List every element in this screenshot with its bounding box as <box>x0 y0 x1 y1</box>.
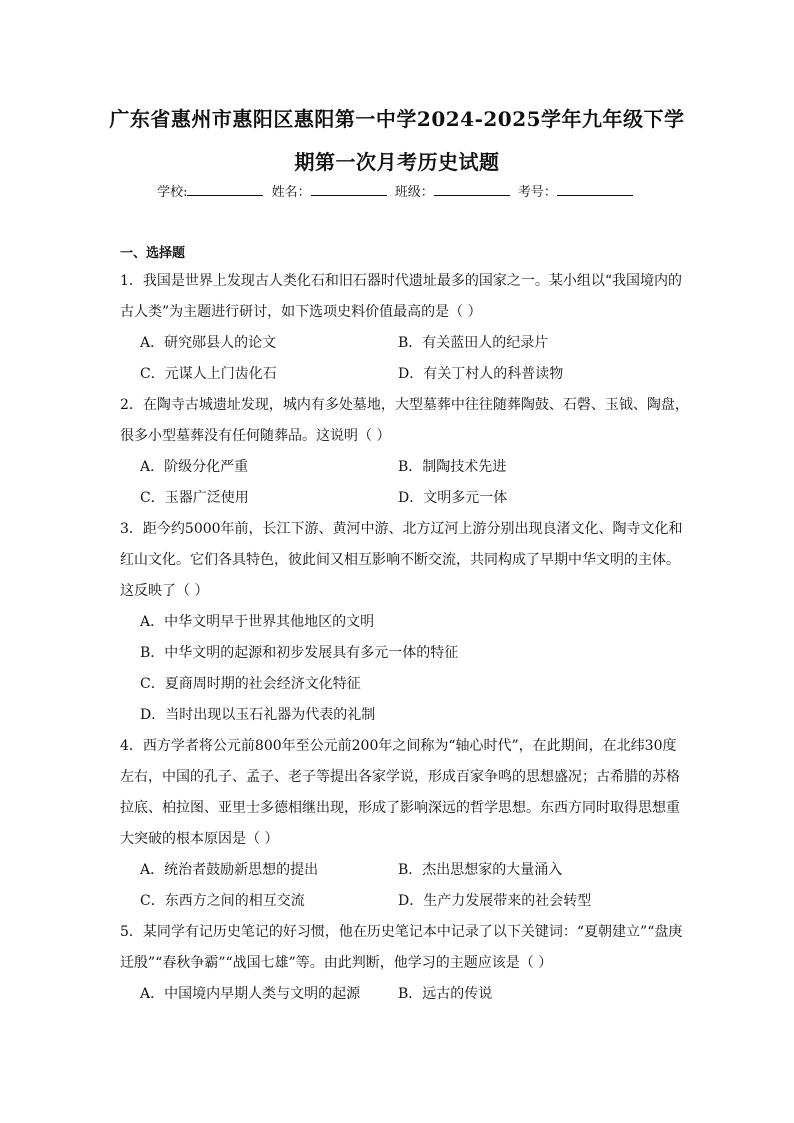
option-d[interactable]: D．文明多元一体 <box>398 490 508 506</box>
option-a[interactable]: A．统治者鼓励新思想的提出 <box>140 862 319 878</box>
option-a[interactable]: A．中华文明早于世界其他地区的文明 <box>140 614 375 630</box>
option-d[interactable]: D．有关丁村人的科普读物 <box>398 366 564 382</box>
option-d[interactable]: D．当时出现以玉石礼器为代表的礼制 <box>140 707 376 723</box>
question-text-line: 拉底、柏拉图、亚里士多德相继出现，形成了影响深远的哲学思想。东西方同时取得思想重 <box>120 800 680 816</box>
question-text-line: 左右，中国的孔子、孟子、老子等提出各家学说，形成百家争鸣的思想盛况；古希腊的苏格 <box>120 769 680 785</box>
question-text-line: 大突破的根本原因是（ ） <box>120 831 279 847</box>
class-blank[interactable] <box>434 183 510 196</box>
question-text-line: 红山文化。它们各具特色，彼此间又相互影响不断交流，共同构成了早期中华文明的主体。 <box>120 552 680 568</box>
option-c[interactable]: C．夏商周时期的社会经济文化特征 <box>140 676 361 692</box>
question-text-line: 这反映了（ ） <box>120 583 209 599</box>
option-d[interactable]: D．生产力发展带来的社会转型 <box>398 893 592 909</box>
question-text-line: 很多小型墓葬没有任何随葬品。这说明（ ） <box>120 428 391 444</box>
option-b[interactable]: B．杰出思想家的大量涌入 <box>398 862 563 878</box>
exam-number-field-label: 考号： <box>517 185 557 200</box>
question-text-line: 5．某同学有记历史笔记的好习惯，他在历史笔记本中记录了以下关键词：“夏朝建立”“盘庚 <box>120 924 683 940</box>
student-info-row <box>0 181 794 200</box>
option-c[interactable]: C．玉器广泛使用 <box>140 490 249 506</box>
exam-title-line1: 广东省惠州市惠阳区惠阳第一中学2024-2025学年九年级下学 <box>109 107 685 131</box>
option-b[interactable]: B．有关蓝田人的纪录片 <box>398 335 549 351</box>
question-text-line: 1．我国是世界上发现古人类化石和旧石器时代遗址最多的国家之一。某小组以“我国境内的 <box>120 273 683 289</box>
school-blank[interactable] <box>187 183 263 196</box>
question-text-line: 4．西方学者将公元前800年至公元前200年之间称为“轴心时代”，在此期间，在北纬30度 <box>120 738 677 754</box>
question-text-line: 2．在陶寺古城遗址发现，城内有多处墓地，大型墓葬中往往随葬陶鼓、石磬、玉钺、陶盘， <box>120 397 689 413</box>
option-c[interactable]: C．元谋人上门齿化石 <box>140 366 277 382</box>
option-b[interactable]: B．中华文明的起源和初步发展具有多元一体的特征 <box>140 645 459 661</box>
question-text-line: 古人类”为主题进行研讨，如下选项史料价值最高的是（ ） <box>120 304 482 320</box>
class-field-label: 班级： <box>394 185 434 200</box>
exam-number-blank[interactable] <box>557 183 633 196</box>
option-a[interactable]: A．阶级分化严重 <box>140 459 249 475</box>
question-text-line: 3．距今约5000年前，长江下游、黄河中游、北方辽河上游分别出现良渚文化、陶寺文化和 <box>120 521 683 537</box>
exam-title-line2: 期第一次月考历史试题 <box>294 150 500 174</box>
option-b[interactable]: B．远古的传说 <box>398 986 493 1002</box>
name-field-label: 姓名： <box>271 185 311 200</box>
name-blank[interactable] <box>311 183 387 196</box>
option-b[interactable]: B．制陶技术先进 <box>398 459 507 475</box>
option-a[interactable]: A．研究郧县人的论文 <box>140 335 277 351</box>
section-title: 一、选择题 <box>120 246 186 261</box>
school-field-label: 学校: <box>157 185 188 200</box>
option-a[interactable]: A．中国境内早期人类与文明的起源 <box>140 986 361 1002</box>
option-c[interactable]: C．东西方之间的相互交流 <box>140 893 305 909</box>
question-text-line: 迁殷”“春秋争霸”“战国七雄”等。由此判断，他学习的主题应该是（ ） <box>120 955 553 971</box>
